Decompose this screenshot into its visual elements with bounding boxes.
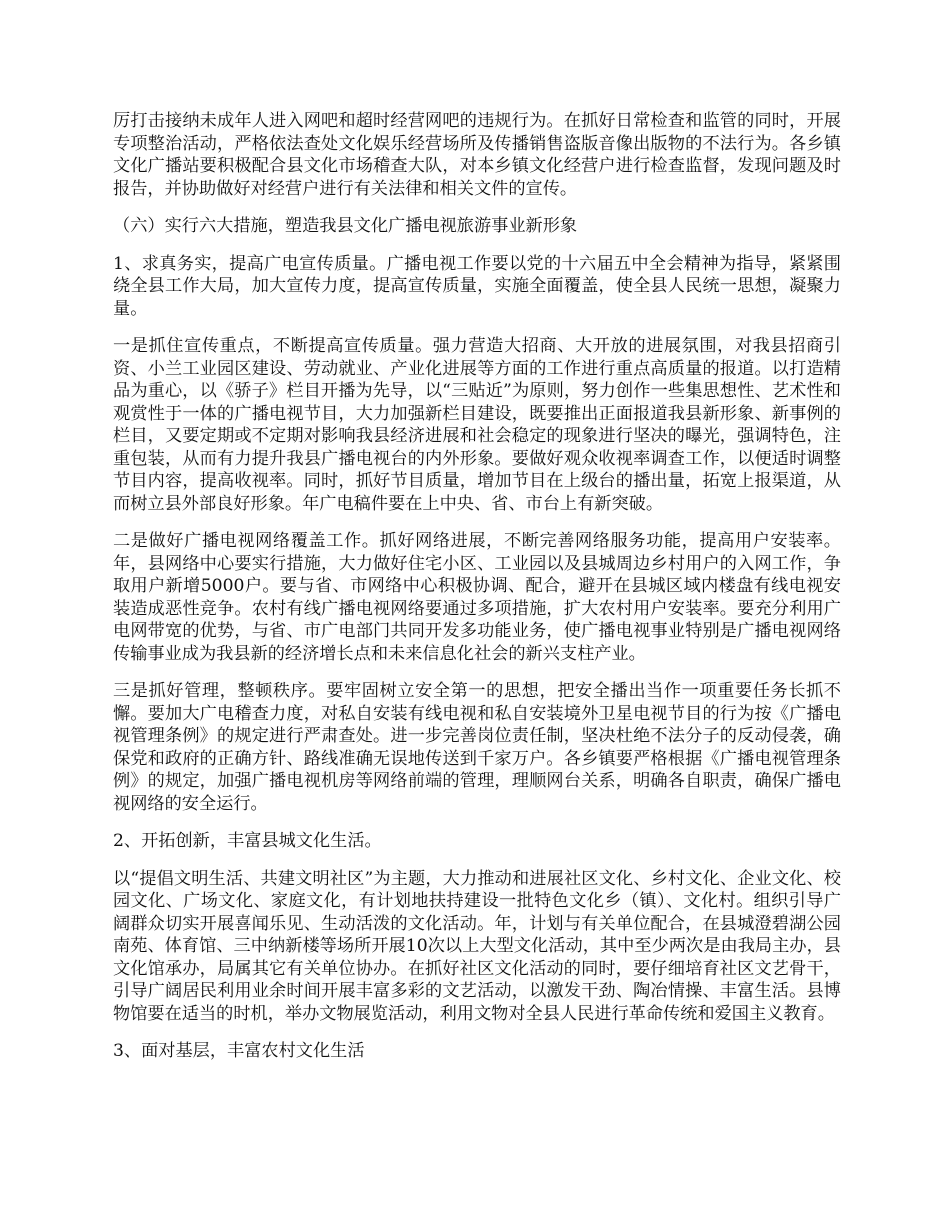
paragraph-item-2: 2、开拓创新，丰富县城文化生活。 [113, 831, 382, 851]
document-body [113, 110, 841, 1078]
paragraph-management: 三是抓好管理，整顿秩序。要牢固树立安全第一的思想，把安全播出当作一项重要任务长抓不懈。要加大广电稽查力度，对私自安装有线电视和私自安装境外卫星电视节目的行为按《广播电视管理条例》的规定进行严肃查处。进一步完善岗位责任制，坚决杜绝不法分子的反动侵袭，确保党和政府的正确方针、路线准确无误地传送到千家万户。各乡镇要严格根据《广播电视管理条例》的规定，加强广播电视机房等网络前端的管理，理顺网台关系，明确各自职责，确保广播电视网络的安全运行。 [113, 681, 841, 814]
paragraph-network-coverage: 二是做好广播电视网络覆盖工作。抓好网络进展，不断完善网络服务功能，提高用户安装率。年，县网络中心要实行措施，大力做好住宅小区、工业园以及县城周边乡村用户的入网工作，争取用户新增5000户。要与省、市网络中心积极协调、配合，避开在县城区域内楼盘有线电视安装造成恶性竞争。农村有线广播电视网络要通过多项措施，扩大农村用户安装率。要充分利用广电网带宽的优势，与省、市广电部门共同开发多功能业务，使广播电视事业特别是广播电视网络传输事业成为我县新的经济增长点和未来信息化社会的新兴支柱产业。 [113, 531, 841, 664]
paragraph-publicity-focus: 一是抓住宣传重点，不断提高宣传质量。强力营造大招商、大开放的进展氛围，对我县招商引资、小兰工业园区建设、劳动就业、产业化进展等方面的工作进行重点高质量的报道。以打造精品为重心，以《骄子》栏目开播为先导，以“三贴近”为原则，努力创作一些集思想性、艺术性和观赏性于一体的广播电视节目，大力加强新栏目建设，既要推出正面报道我县新形象、新事例的栏目，又要定期或不定期对影响我县经济进展和社会稳定的现象进行坚决的曝光，强调特色，注重包装，从而有力提升我县广播电视台的内外形象。要做好观众收视率调查工作，以便适时调整节目内容，提高收视率。同时，抓好节目质量，增加节目在上级台的播出量，拓宽上报渠道，从而树立县外部良好形象。年广电稿件要在上中央、省、市台上有新突破。 [113, 336, 841, 514]
paragraph-market-supervision: 厉打击接纳未成年人进入网吧和超时经营网吧的违规行为。在抓好日常检查和监管的同时，开展专项整治活动，严格依法查处文化娱乐经营场所及传播销售盗版音像出版物的不法行为。各乡镇文化广播站要积极配合县文化市场稽查大队，对本乡镇文化经营户进行检查监督，发现问题及时报告，并协助做好对经营户进行有关法律和相关文件的宣传。 [113, 111, 841, 199]
paragraph-item-1: 1、求真务实，提高广电宣传质量。广播电视工作要以党的十六届五中全会精神为指导，紧紧围绕全县工作大局，加大宣传力度，提高宣传质量，实施全面覆盖，使全县人民统一思想，凝聚力量。 [113, 253, 841, 319]
paragraph-item-3: 3、面对基层，丰富农村文化生活 [113, 1041, 365, 1061]
paragraph-community-culture: 以“提倡文明生活、共建文明社区”为主题，大力推动和进展社区文化、乡村文化、企业文化、校园文化、广场文化、家庭文化，有计划地扶持建设一批特色文化乡（镇）、文化村。组织引导广阔群众切实开展喜闻乐见、生动活泼的文化活动。年，计划与有关单位配合，在县城澄碧湖公园南苑、体育馆、三中纳新楼等场所开展10次以上大型文化活动，其中至少两次是由我局主办，县文化馆承办，局属其它有关单位协办。在抓好社区文化活动的同时，要仔细培育社区文艺骨干，引导广阔居民利用业余时间开展丰富多彩的文艺活动，以激发干劲、陶冶情操、丰富生活。县博物馆要在适当的时机，举办文物展览活动，利用文物对全县人民进行革命传统和爱国主义教育。 [113, 868, 841, 1024]
section-heading-six-measures: （六）实行六大措施，塑造我县文化广播电视旅游事业新形象 [113, 216, 578, 236]
